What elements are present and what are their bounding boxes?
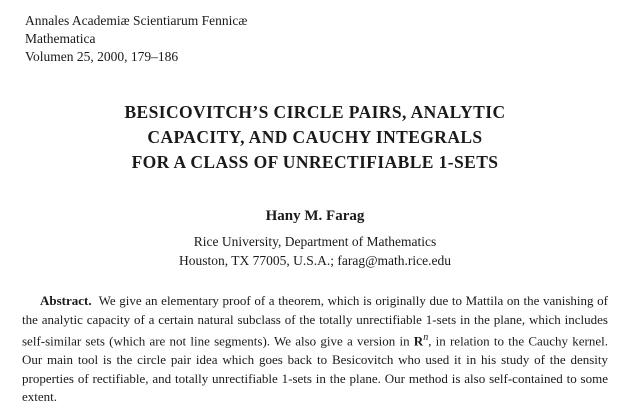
abstract-text-before: We give an elementary proof of a theorem, which is originally due to Mattila on the vanishing of the analytic capacity of a certain natural subclass of the totally unrectifiable 1-sets in the plane, which includes self-similar sets (which are not line segments). We also give a version in <box>22 293 608 349</box>
journal-name: Annales Academiæ Scientiarum Fennicæ <box>25 13 248 28</box>
abstract-rn-symbol: R <box>413 333 424 349</box>
abstract-rn-exponent: n <box>423 332 429 344</box>
journal-volume-info: Volumen 25, 2000, 179–186 <box>25 49 179 64</box>
paper-title <box>0 100 630 175</box>
affiliation-address-email: Houston, TX 77005, U.S.A.; farag@math.rice.edu <box>178 252 451 268</box>
abstract-text-after: , in relation to the Cauchy kernel. Our main tool is the circle pair idea which goes back to Besicovitch who used it in his study of the density properties of rectifiable, and totally unrectifiable 1-sets in the plane. Our method is also self-contained to some extent. <box>22 333 608 405</box>
journal-series: Mathematica <box>25 31 96 46</box>
journal-header <box>25 12 247 66</box>
paper-title-line-2: CAPACITY, AND CAUCHY INTEGRALS <box>147 127 483 147</box>
abstract-paragraph <box>22 292 608 407</box>
affiliation-institution: Rice University, Department of Mathematics <box>193 234 437 249</box>
paper-title-line-3: FOR A CLASS OF UNRECTIFIABLE 1-SETS <box>131 152 499 172</box>
abstract-label: Abstract. <box>40 293 92 308</box>
author-affiliation <box>0 233 630 270</box>
paper-title-line-1: BESICOVITCH’S CIRCLE PAIRS, ANALYTIC <box>124 102 506 122</box>
author-name: Hany M. Farag <box>265 208 365 224</box>
